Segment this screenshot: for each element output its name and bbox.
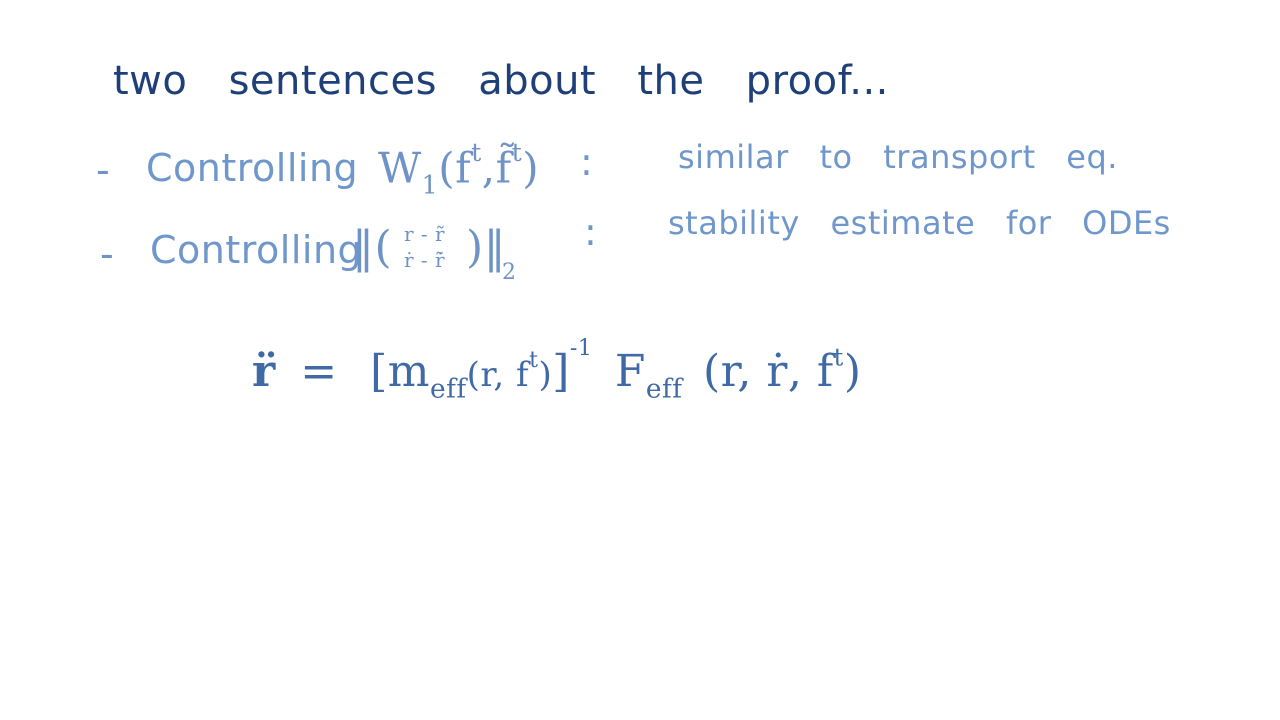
ode-equation [252, 336, 861, 405]
open-paren: ( [438, 143, 456, 193]
f-tilde-superscript: t [511, 138, 523, 167]
m-symbol: m [387, 345, 430, 397]
f-args-open: (r, ṙ, f [703, 345, 834, 397]
wasserstein-expression [378, 138, 539, 200]
bullet-2-colon: : [584, 210, 598, 254]
bullet-dash-1: - [96, 148, 111, 192]
norm-top-row: r - r̃ [404, 222, 446, 246]
r-double-dot: r̈ [252, 345, 276, 397]
comma: , [481, 143, 496, 193]
f-args-superscript: t [833, 343, 844, 372]
close-paren: ) [522, 143, 540, 193]
norm-bottom-row: ṙ - ṙ̃ [404, 248, 446, 272]
m-args-open: (r, f [466, 354, 530, 395]
inverse-superscript: -1 [569, 336, 593, 361]
equals-sign: = [300, 345, 338, 397]
f-eff-subscript: eff [645, 373, 683, 405]
w-subscript: 1 [421, 170, 439, 200]
norm-open: ‖( [352, 222, 393, 273]
w-symbol: W [378, 143, 422, 193]
f-eff-symbol: F [614, 345, 646, 397]
page-title: two sentences about the proof... [113, 58, 889, 104]
norm-close: )‖ [466, 222, 507, 273]
f-symbol: f [455, 143, 472, 193]
f-tilde-symbol: f̃ [495, 143, 512, 193]
m-args-close: ) [538, 354, 553, 395]
bullet-1-description: similar to transport eq. [678, 138, 1118, 176]
bullet-1-label: Controlling [146, 146, 359, 190]
bullet-1-colon: : [580, 140, 594, 184]
bracket-close: ] [552, 345, 570, 397]
bullet-dash-2: - [100, 232, 115, 276]
f-superscript: t [471, 138, 482, 167]
m-subscript: eff [429, 373, 467, 405]
m-args-superscript: t [529, 348, 539, 374]
bullet-2-description: stability estimate for ODEs [668, 204, 1171, 242]
f-args-close: ) [843, 345, 862, 397]
norm-subscript: 2 [502, 260, 517, 285]
bracket-open: [ [370, 345, 388, 397]
bullet-2-label: Controlling [150, 228, 363, 272]
